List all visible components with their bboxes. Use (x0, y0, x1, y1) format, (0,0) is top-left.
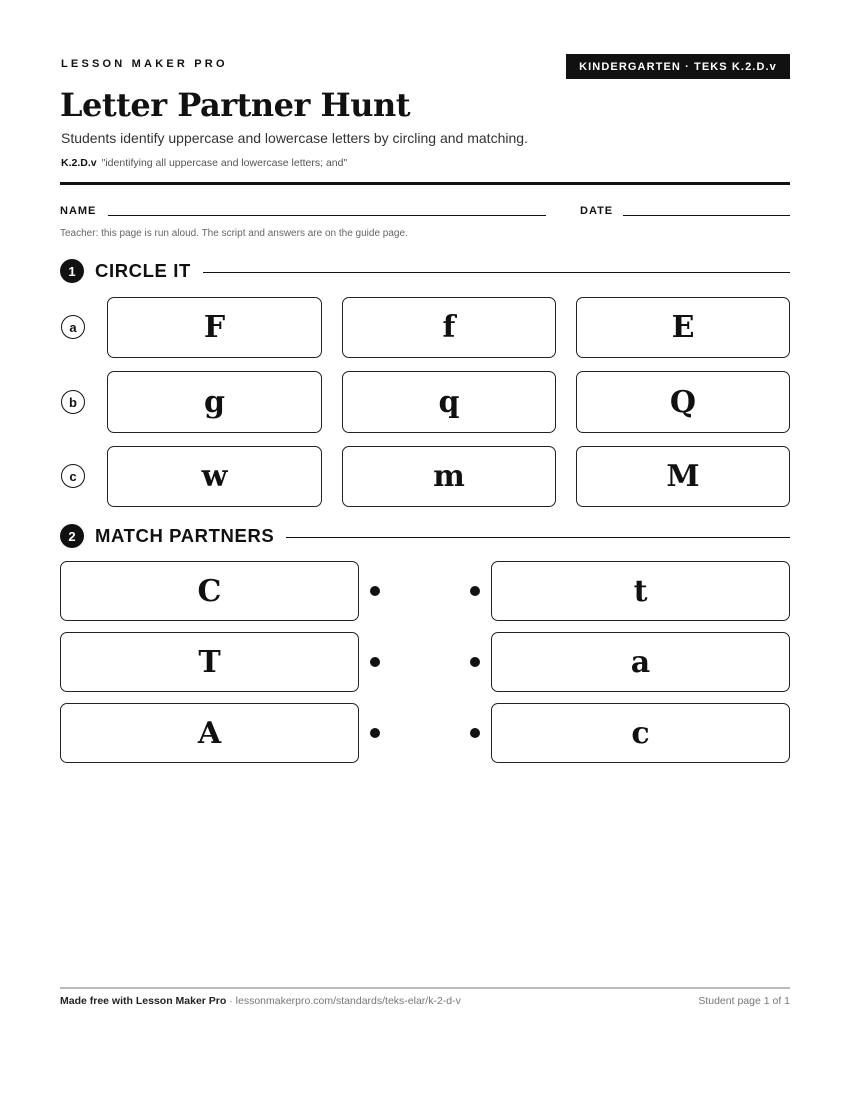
footer-url[interactable]: · lessonmakerpro.com/standards/teks-elar/k-2-d-v (226, 995, 461, 1007)
footer-divider (60, 987, 790, 989)
section-match-heading (60, 523, 790, 549)
match-dot-right[interactable] (470, 657, 480, 667)
letter-card[interactable]: M (576, 446, 790, 507)
page-subtitle: Students identify uppercase and lowercase letters by circling and matching. (61, 130, 528, 146)
section-number: 2 (60, 524, 84, 548)
match-dot-left[interactable] (370, 586, 380, 596)
match-left-card[interactable]: T (60, 632, 359, 692)
letter-card[interactable]: f (342, 297, 556, 358)
standard-code: K.2.D.v (61, 157, 97, 169)
letter-card[interactable]: E (576, 297, 790, 358)
page-counter: Student page 1 of 1 (698, 995, 790, 1007)
section-number: 1 (60, 259, 84, 283)
match-right-card[interactable]: a (491, 632, 790, 692)
letter-card[interactable]: F (107, 297, 322, 358)
match-left-card[interactable]: C (60, 561, 359, 621)
page-title: Letter Partner Hunt (60, 86, 411, 124)
letter-card[interactable]: w (107, 446, 322, 507)
brand-name: LESSON MAKER PRO (61, 58, 228, 70)
footer-credit (60, 995, 461, 1007)
standard-text: "identifying all uppercase and lowercase letters; and" (101, 157, 348, 169)
row-label-b: b (61, 390, 85, 414)
match-right-card[interactable]: c (491, 703, 790, 763)
name-label: NAME (60, 205, 97, 217)
date-label: DATE (580, 205, 614, 217)
section-rule (286, 537, 790, 538)
section-rule (203, 272, 790, 273)
match-right-card[interactable]: t (491, 561, 790, 621)
match-dot-right[interactable] (470, 728, 480, 738)
letter-card[interactable]: Q (576, 371, 790, 433)
grade-standard-badge: KINDERGARTEN · TEKS K.2.D.v (566, 54, 790, 79)
letter-card[interactable]: m (342, 446, 556, 507)
standard-reference (61, 157, 347, 169)
teacher-note: Teacher: this page is run aloud. The script and answers are on the guide page. (60, 228, 408, 239)
section-circle-heading (60, 258, 790, 284)
footer-brand: Made free with Lesson Maker Pro (60, 995, 227, 1007)
section-title: CIRCLE IT (95, 260, 191, 281)
match-left-card[interactable]: A (60, 703, 359, 763)
match-dot-right[interactable] (470, 586, 480, 596)
match-dot-left[interactable] (370, 657, 380, 667)
row-label-c: c (61, 464, 85, 488)
match-dot-left[interactable] (370, 728, 380, 738)
section-title: MATCH PARTNERS (95, 525, 275, 546)
letter-card[interactable]: q (342, 371, 556, 433)
header-divider (60, 182, 790, 185)
letter-card[interactable]: g (107, 371, 322, 433)
row-label-a: a (61, 315, 85, 339)
name-field[interactable] (108, 215, 546, 216)
date-field[interactable] (623, 215, 790, 216)
